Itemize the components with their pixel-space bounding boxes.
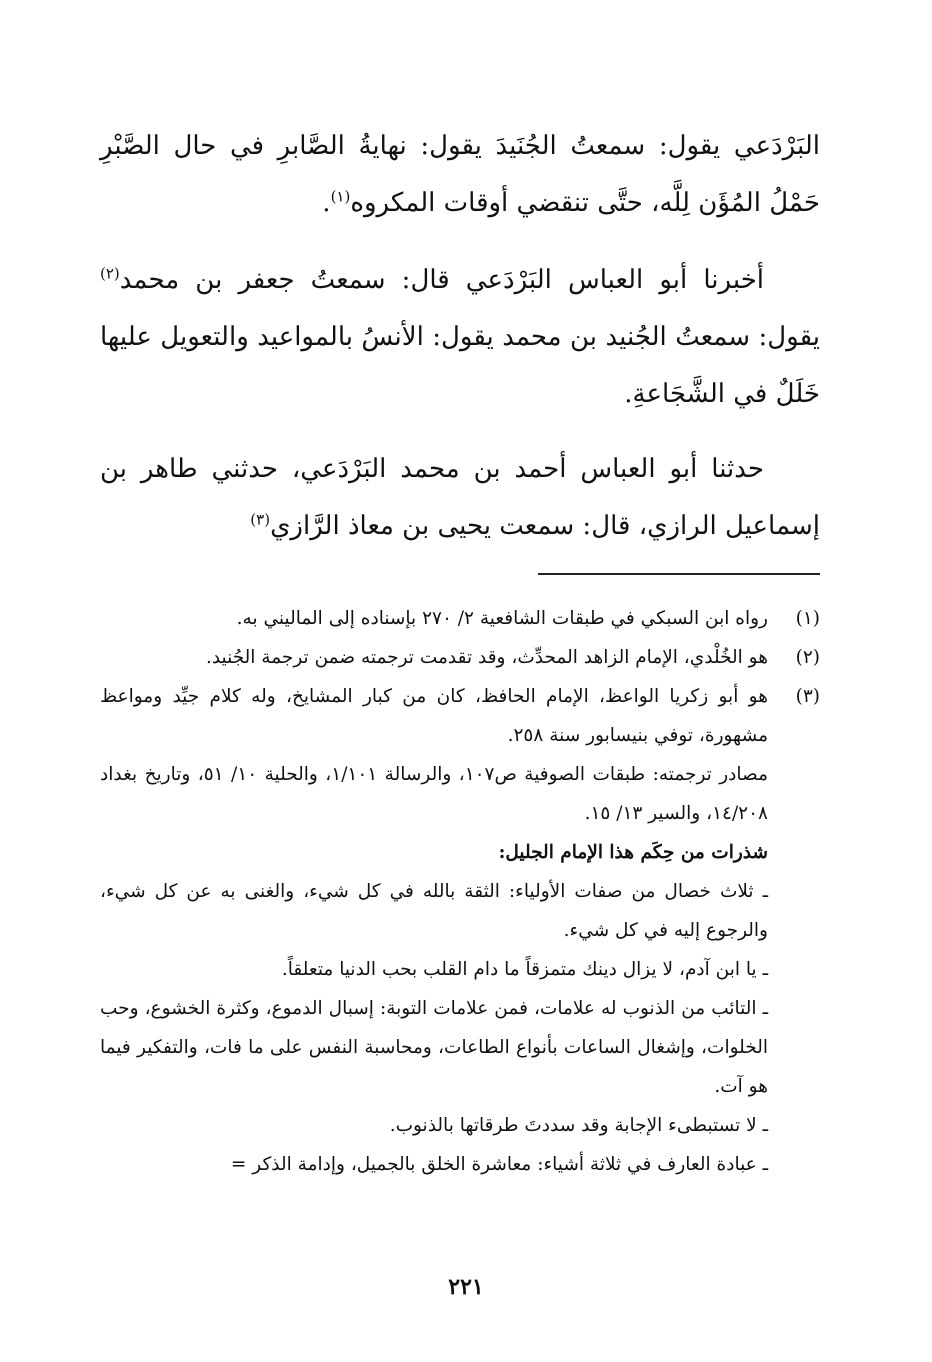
footnote-line: ـ لا تستبطىء الإجابة وقد سددتَ طرقاتها بالذنوب. (389, 1115, 768, 1136)
footnote (100, 599, 820, 638)
footnote-heading: شذرات من حِكَم هذا الإمام الجليل: (498, 842, 768, 863)
footnote-marker: (٣) (250, 510, 271, 529)
paragraph-text: أخبرنا أبو العباس البَرْدَعي قال: سمعتُ جعفر بن محمد (119, 265, 764, 295)
footnote-line: ـ عبادة العارف في ثلاثة أشياء: معاشرة الخلق بالجميل، وإدامة الذكر = (230, 1154, 768, 1175)
main-text (100, 118, 820, 555)
footnote-line: ـ ثلاث خصال من صفات الأولياء: الثقة بالله في كل شيء، والغنى به عن كل شيء، والرجوع إليه في كل شيء. (100, 881, 768, 941)
paragraph-text: يقول: سمعتُ الجُنيد بن محمد يقول: الأنسُ بالمواعيد والتعويل عليها خَلَلٌ في الشَّجَاعةِ. (100, 322, 820, 409)
main-paragraph (100, 118, 820, 232)
paragraph-text: . (322, 188, 331, 218)
footnote-marker: (٢) (100, 264, 120, 283)
footnote-separator (538, 573, 820, 575)
book-page (100, 118, 820, 1322)
footnote-line: هو الخُلْدي، الإمام الزاهد المحدِّث، وقد تقدمت ترجمته ضمن ترجمة الجُنيد. (205, 647, 768, 668)
paragraph-text: حدثنا أبو العباس أحمد بن محمد البَرْدَعي، حدثني طاهر بن إسماعيل الرازي، قال: سمعت يحيى بن معاذ الرَّازي (100, 454, 820, 541)
page-number: ٢٢١ (448, 1274, 484, 1300)
footnote (100, 638, 820, 677)
footnote-body (100, 677, 768, 1184)
footnote-line: مصادر ترجمته: طبقات الصوفية ص١٠٧، والرسالة ١/١٠١، والحلية ١٠/ ٥١، وتاريخ بغداد ١٤/٢٠٨، والسير ١٣/ ١٥. (100, 764, 768, 824)
footnote-body (100, 638, 768, 677)
footnote-number: (٣) (795, 686, 820, 707)
main-paragraph (100, 252, 820, 423)
footnote (100, 677, 820, 1184)
footnote-number: (١) (795, 608, 820, 629)
footnotes (100, 599, 820, 1184)
footnote-line: ـ يا ابن آدم، لا يزال دينك متمزقاً ما دام القلب بحب الدنيا متعلقاً. (281, 959, 768, 980)
footnote-line: ـ التائب من الذنوب له علامات، فمن علامات التوبة: إسبال الدموع، وكثرة الخشوع، وحب الخلوات، وإشغال الساعات بأنواع الطاعات، ومحاسبة النفس على ما فات، والتفكير فيما هو آت. (100, 998, 768, 1097)
footnote-number: (٢) (795, 647, 820, 668)
paragraph-text: البَرْدَعي يقول: سمعتُ الجُنَيدَ يقول: نهايةُ الصَّابرِ في حال الصَّبْرِ حَمْلُ المُؤَن لِلَّه، حتَّى تنقضي أوقات المكروه (100, 131, 820, 218)
footnote-marker: (١) (330, 187, 351, 206)
footnote-line: رواه ابن السبكي في طبقات الشافعية ٢/ ٢٧٠ بإسناده إلى الماليني به. (236, 608, 768, 629)
footnote-body (100, 599, 768, 638)
main-paragraph (100, 441, 820, 555)
footnote-line: هو أبو زكريا الواعظ، الإمام الحافظ، كان من كبار المشايخ، وله كلام جيِّد ومواعظ مشهورة، توفي بنيسابور سنة ٢٥٨. (100, 686, 768, 746)
